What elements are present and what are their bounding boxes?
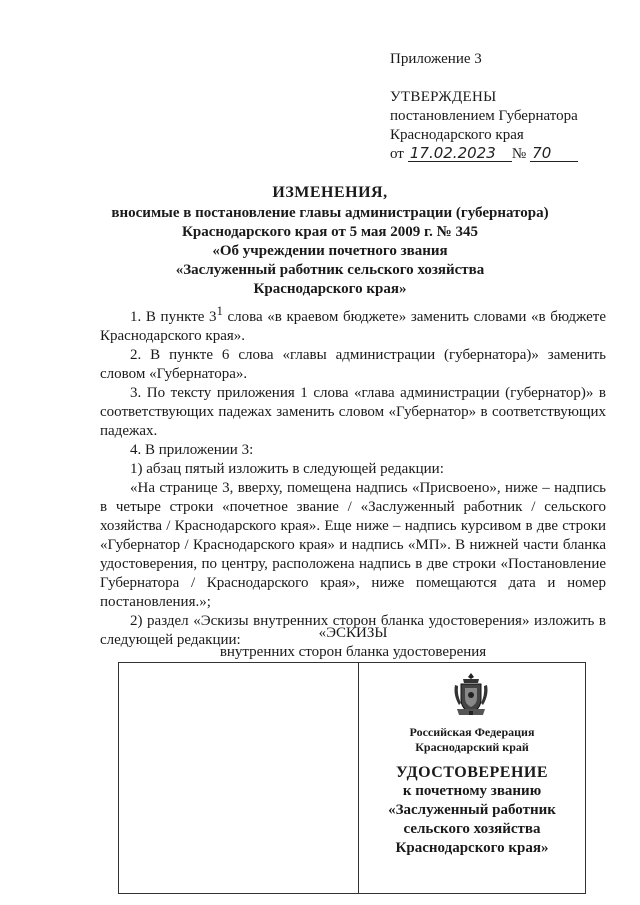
handwritten-date: 17.02.2023 [408, 145, 512, 162]
approval-block [390, 50, 620, 164]
certificate-line-5: Краснодарского края» [395, 840, 549, 856]
paragraph-1-end: слова «в краевом бюджете» заменить словами «в бюджете Краснодарского края». [100, 309, 606, 344]
sketch-title: «ЭСКИЗЫ [318, 625, 388, 641]
form-left-page [119, 663, 359, 893]
russian-federation-label: Российская Федерация [409, 725, 535, 739]
paragraph-2: 2. В пункте 6 слова «главы администрации (губернатора)» заменить словом «Губернатора». [100, 347, 606, 382]
document-body [100, 302, 606, 650]
title-line-4: «Об учреждении почетного звания [212, 243, 448, 259]
superscript: 1 [216, 304, 223, 318]
paragraph-6: «На странице 3, вверху, помещена надпись «Присвоено», ниже – надпись в четыре строки «почетное звание / «Заслуженный работник / сельского хозяйства / Краснодарского края». Еще ниже – надпись курсивом в две строки «Губернатор / Краснодарского края» и надпись «МП». В нижней части бланка удостоверения, по центру, расположена надпись в две строки «Постановление Губернатора / Краснодарского края», ниже помещаются дата и номер постановления.»; [100, 480, 606, 610]
approved-by-line2: Краснодарского края [390, 127, 524, 143]
paragraph-5: 1) абзац пятый изложить в следующей редакции: [130, 461, 444, 477]
paragraph-3: 3. По тексту приложения 1 слова «глава администрации (губернатор)» в соответствующих падежах заменить словом «Губернатор» в соответствующих падежах. [100, 385, 606, 439]
title-line-2: вносимые в постановление главы администрации (губернатора) [111, 205, 549, 221]
document-title [80, 183, 580, 299]
title-line-6: Краснодарского края» [253, 281, 407, 297]
date-number-line [390, 145, 620, 164]
krasnodar-krai-label: Краснодарский край [415, 740, 529, 754]
certificate-line-4: сельского хозяйства [403, 821, 541, 837]
sketch-heading [100, 624, 606, 662]
paragraph-1-start: 1. В пункте 3 [130, 309, 217, 325]
handwritten-number: 70 [530, 145, 578, 162]
form-right-page [359, 663, 585, 893]
country-region-label [359, 725, 585, 755]
paragraph-4: 4. В приложении 3: [130, 442, 254, 458]
title-line-1: ИЗМЕНЕНИЯ, [272, 184, 388, 201]
number-label: № [511, 146, 527, 162]
certificate-line-2: к почетному званию [402, 783, 542, 799]
certificate-form-sketch [118, 662, 586, 894]
certificate-title [359, 763, 585, 858]
paragraph-1 [100, 302, 606, 346]
appendix-number: Приложение 3 [390, 51, 482, 67]
sketch-subtitle: внутренних сторон бланка удостоверения [219, 644, 487, 660]
paragraph-7: 2) раздел «Эскизы внутренних сторон бланка удостоверения» изложить в следующей редакции: [100, 613, 606, 648]
certificate-line-3: «Заслуженный работник [388, 802, 556, 818]
approved-by-line1: постановлением Губернатора [390, 108, 578, 124]
date-prefix: от [390, 146, 404, 162]
title-line-5: «Заслуженный работник сельского хозяйства [175, 262, 485, 278]
krasnodar-coat-of-arms-icon [451, 671, 491, 717]
title-line-3: Краснодарского края от 5 мая 2009 г. № 345 [181, 224, 478, 240]
certificate-heading: УДОСТОВЕРЕНИЕ [395, 764, 549, 781]
approved-label: УТВЕРЖДЕНЫ [390, 89, 497, 105]
